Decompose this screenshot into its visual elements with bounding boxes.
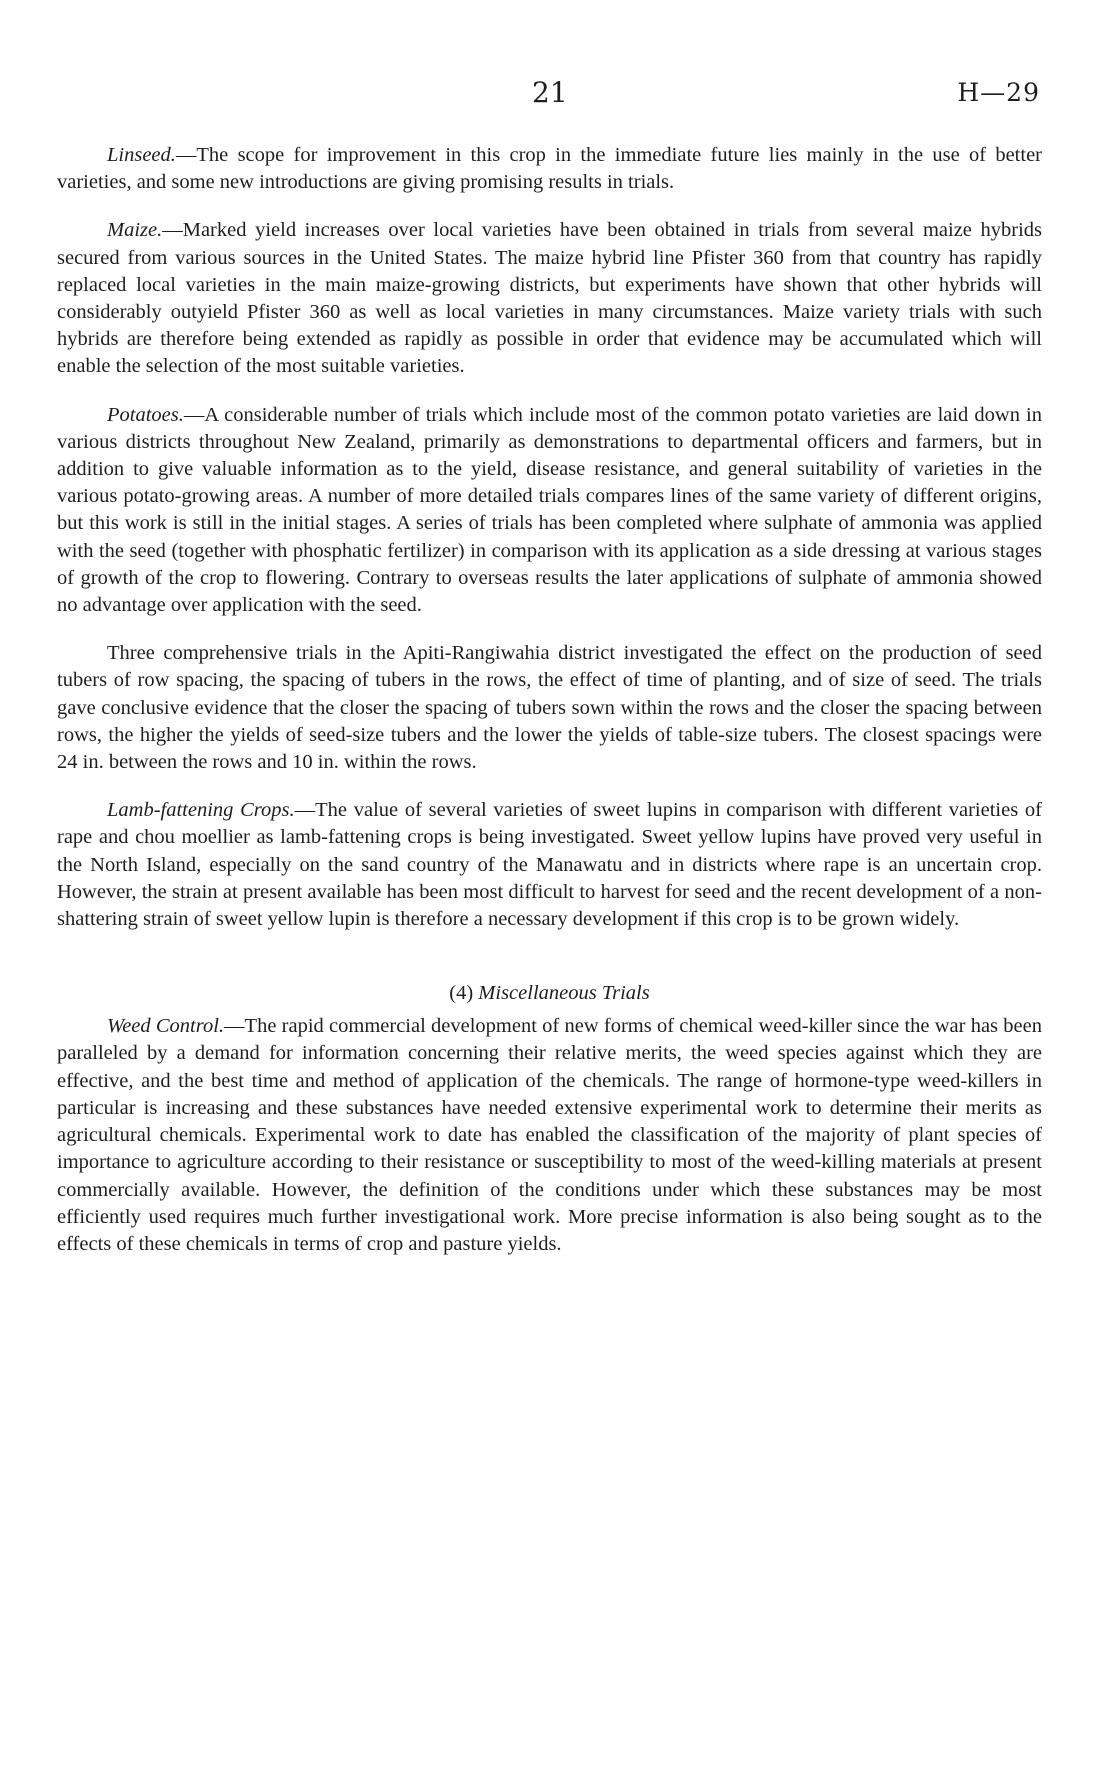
paragraph-potatoes [57,402,1042,620]
paragraph-text: Three comprehensive trials in the Apiti-Rangiwahia district investigated the effect on the production of seed tubers of row spacing, the spacing of tubers in the rows, the effect of time of planting, and of size of seed. The trials gave conclusive evidence that the closer the spacing of tubers sown within the rows and the closer the spacing between rows, the higher the yields of seed-size tubers and the lower the yields of table-size tubers. The closest spacings were 24 in. between the rows and 10 in. within the rows. [57,642,1042,774]
section-number: (4) [449,982,474,1005]
section-title: Miscellaneous Trials [478,982,650,1005]
paragraph-heading: Linseed. [107,144,176,166]
paragraph-text: —The scope for improvement in this crop in the immediate future lies mainly in the use of better varieties, and some new introductions are giving promising results in trials. [57,144,1042,194]
paragraph-text: —The value of several varieties of sweet lupins in comparison with different varieties of rape and chou moellier as lamb-fattening crops is being investigated. Sweet yellow lupins have proved very useful in the North Island, especially on the sand country of the Manawatu and in districts where rape is an uncertain crop. However, the strain at present available has been most difficult to harvest for seed and the recent development of a non-shattering strain of sweet yellow lupin is therefore a necessary development if this crop is to be grown widely. [57,799,1042,931]
paragraph-heading: Lamb-fattening Crops. [107,799,295,822]
paragraph-text: —A considerable number of trials which include most of the common potato varieties are laid down in various districts throughout New Zealand, primarily as demonstrations to departmental officers and farmers, but in addition to give valuable information as to the yield, disease resistance, and general suitability of varieties in the various potato-growing areas. A number of more detailed trials compares lines of the same variety of different origins, but this work is still in the initial stages. A series of trials has been completed where sulphate of ammonia was applied with the seed (together with phosphatic fertilizer) in comparison with its application as a side dressing at various stages of growth of the crop to flowering. Contrary to overseas results the later applications of sulphate of ammonia showed no advantage over application with the seed. [57,403,1042,617]
paragraph-linseed [57,142,1042,196]
paragraph-lamb-fattening-crops [57,797,1042,933]
paragraph-heading: Potatoes. [107,403,184,426]
paragraph-text: —The rapid commercial development of new forms of chemical weed-killer since the war has been paralleled by a demand for information concerning their relative merits, the weed species against which they are effective, and the best time and method of application of the chemicals. The range of hormone-type weed-killers in particular is increasing and these substances have needed extensive experimental work to determine their merits as agricultural chemicals. Experimental work to date has enabled the classification of the majority of plant species of importance to agriculture according to their resistance or susceptibility to most of the weed-killing materials at present commercially available. However, the definition of the conditions under which these substances may be most efficiently used requires much further investigational work. More precise information is also being sought as to the effects of these chemicals in terms of crop and pasture yields. [57,1015,1042,1255]
document-reference: H—29 [957,78,1040,107]
page-number: 21 [532,76,568,109]
paragraph-text: —Marked yield increases over local varieties have been obtained in trials from several maize hybrids secured from various sources in the United States. The maize hybrid line Pfister 360 from that country has rapidly replaced local varieties in the main maize-growing districts, but experiments have shown that other hybrids will considerably outyield Pfister 360 as well as local varieties in many circumstances. Maize variety trials with such hybrids are therefore being extended as rapidly as possible in order that evidence may be accumulated which will enable the selection of the most suitable varieties. [57,219,1042,378]
section-heading [57,980,1042,1007]
page-header [0,76,1114,110]
paragraph-potato-spacing-trials [57,640,1042,776]
paragraph-heading: Weed Control. [107,1015,225,1038]
paragraph-maize [57,217,1042,380]
paragraph-weed-control [57,1013,1042,1258]
body-text [57,142,1042,1279]
paragraph-heading: Maize. [107,219,163,242]
